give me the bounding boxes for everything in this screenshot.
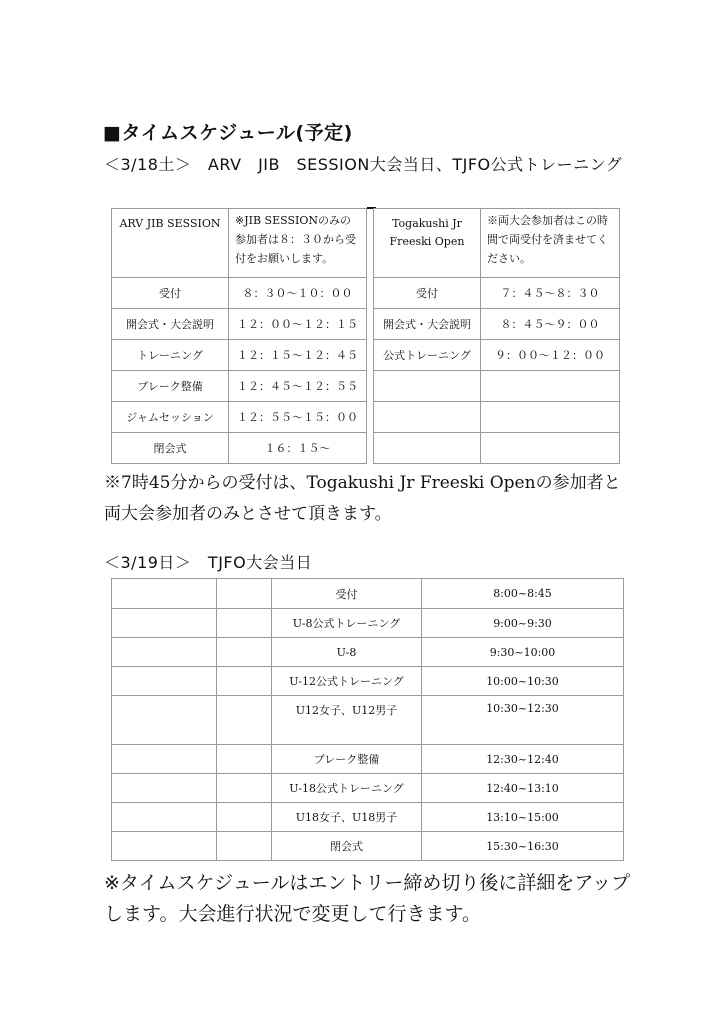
table-cell: 9:30~10:00 xyxy=(422,638,624,667)
table-cell: 閉会式 xyxy=(112,433,229,464)
table-cell: 15:30~16:30 xyxy=(422,832,624,861)
table-cell xyxy=(112,774,217,803)
table-cell xyxy=(374,433,481,464)
table-cell xyxy=(217,774,272,803)
table-cell xyxy=(217,696,272,745)
table-cell: 10:00~10:30 xyxy=(422,667,624,696)
table-cell: トレーニング xyxy=(112,340,229,371)
table-cell: U-12公式トレーニング xyxy=(272,667,422,696)
footer-note: ※タイムスケジュールはエントリー締め切り後に詳細をアップします。大会進行状況で変更して行きます。 xyxy=(104,872,631,925)
table-cell: ７：４５〜８：３０ xyxy=(481,278,620,309)
table-cell xyxy=(374,371,481,402)
table-cell: 9:00~9:30 xyxy=(422,609,624,638)
table-cell: 8:00~8:45 xyxy=(422,579,624,609)
table-cell: 閉会式 xyxy=(272,832,422,861)
table-cell: ブレーク整備 xyxy=(112,371,229,402)
table-cell: １２：４５〜１２：５５ xyxy=(229,371,367,402)
table-cell xyxy=(112,696,217,745)
table-cell xyxy=(217,803,272,832)
table-cell: U-18公式トレーニング xyxy=(272,774,422,803)
table-cell: ８：４５〜９：００ xyxy=(481,309,620,340)
day1-subheading: ＜3/18土＞ ARV JIB SESSION大会当日、TJFO公式トレーニング xyxy=(104,155,623,174)
table-cell xyxy=(112,832,217,861)
table-cell: 12:40~13:10 xyxy=(422,774,624,803)
table-cell xyxy=(112,803,217,832)
table-header-cell: Togakushi Jr Freeski Open xyxy=(374,209,481,278)
table-cell: １２：５５〜１５：００ xyxy=(229,402,367,433)
table-cell xyxy=(112,579,217,609)
table-cell xyxy=(112,638,217,667)
table-header-note: ※両大会参加者はこの時間で両受付を済ませてください。 xyxy=(481,209,620,278)
table-cell: 開会式・大会説明 xyxy=(374,309,481,340)
table-cell xyxy=(112,745,217,774)
table-cell: 13:10~15:00 xyxy=(422,803,624,832)
table-cell: １２：００〜１２：１５ xyxy=(229,309,367,340)
table-cell: １２：１５〜１２：４５ xyxy=(229,340,367,371)
table-cell xyxy=(112,609,217,638)
table-cell: 公式トレーニング xyxy=(374,340,481,371)
table-cell: ジャムセッション xyxy=(112,402,229,433)
table-cell: 12:30~12:40 xyxy=(422,745,624,774)
table-cell: U-8公式トレーニング xyxy=(272,609,422,638)
table-cell xyxy=(112,667,217,696)
day1-left-table xyxy=(111,208,367,464)
table-cell: 受付 xyxy=(374,278,481,309)
table-cell: 開会式・大会説明 xyxy=(112,309,229,340)
table-cell: 受付 xyxy=(112,278,229,309)
day1-note: ※7時45分からの受付は、Togakushi Jr Freeski Openの参加者と両大会参加者のみとさせて頂きます。 xyxy=(104,473,621,524)
table-cell: １６：１５〜 xyxy=(229,433,367,464)
day1-right-table xyxy=(373,208,620,464)
table-cell: ブレーク整備 xyxy=(272,745,422,774)
table-header-note: ※JIB SESSIONのみの参加者は８：３０から受付をお願いします。 xyxy=(229,209,367,278)
table-cell xyxy=(217,609,272,638)
table-cell: U18女子、U18男子 xyxy=(272,803,422,832)
section-heading: ■タイムスケジュール(予定) xyxy=(103,122,353,144)
table-cell: ９：００〜１２：００ xyxy=(481,340,620,371)
table-cell xyxy=(217,832,272,861)
table-cell xyxy=(217,667,272,696)
table-cell: 受付 xyxy=(272,579,422,609)
table-cell xyxy=(374,402,481,433)
day2-subheading: ＜3/19日＞ TJFO大会当日 xyxy=(104,553,313,572)
table-cell: 10:30~12:30 xyxy=(422,696,624,745)
table-cell xyxy=(217,745,272,774)
table-cell xyxy=(217,579,272,609)
table-cell xyxy=(481,402,620,433)
table-cell xyxy=(217,638,272,667)
table-cell xyxy=(481,433,620,464)
table-header-cell: ARV JIB SESSION xyxy=(112,209,229,278)
table-cell xyxy=(481,371,620,402)
table-cell: U12女子、U12男子 xyxy=(272,696,422,745)
day2-table xyxy=(111,578,624,861)
table-cell: ８：３０〜１０：００ xyxy=(229,278,367,309)
table-cell: U-8 xyxy=(272,638,422,667)
